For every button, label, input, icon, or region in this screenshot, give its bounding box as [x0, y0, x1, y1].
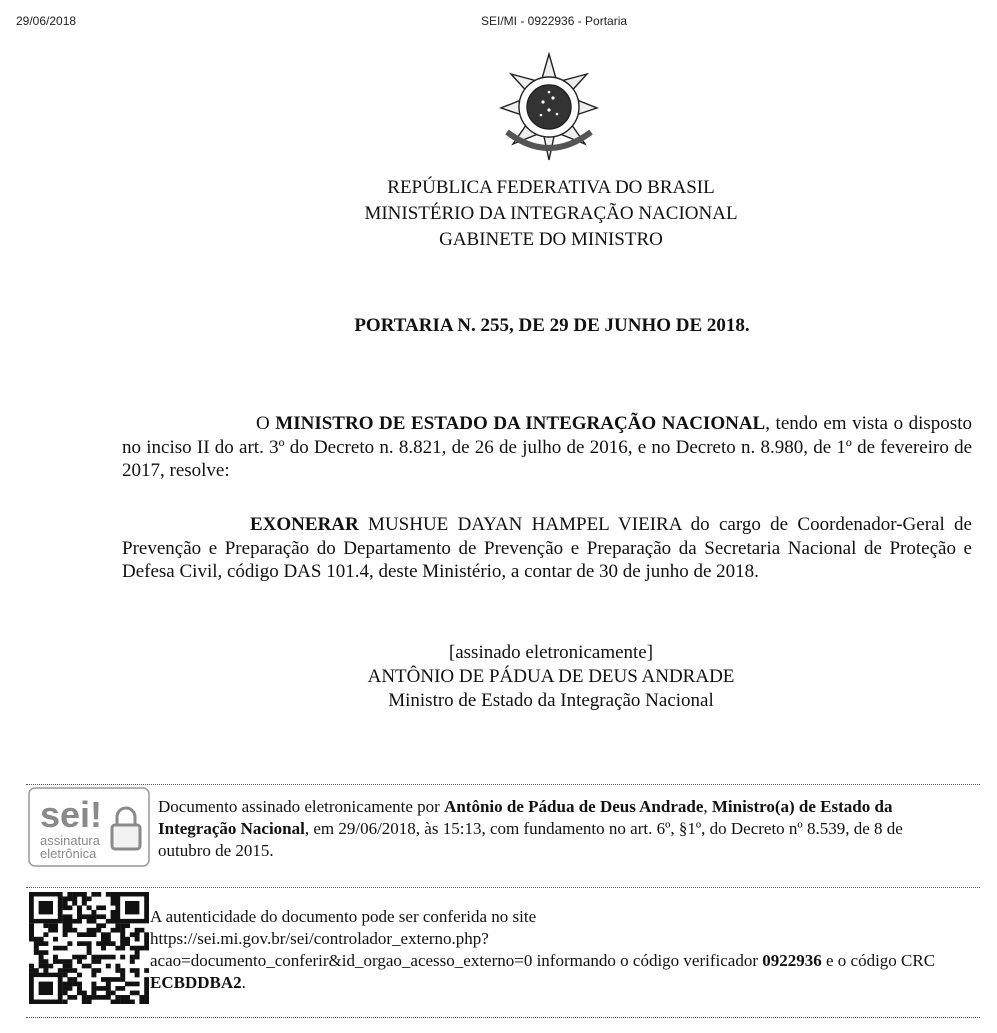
electronic-signature-note — [158, 796, 958, 862]
paragraph-preamble — [122, 412, 972, 483]
verification-code: 0922936 — [762, 951, 822, 970]
divider — [26, 784, 980, 785]
org-republic: REPÚBLICA FEDERATIVA DO BRASIL — [387, 177, 715, 198]
signature-name: ANTÔNIO DE PÁDUA DE DEUS ANDRADE — [367, 666, 735, 687]
paragraph-resolution — [122, 513, 972, 584]
sei-t1: Documento assinado eletronicamente por — [158, 797, 445, 816]
resolution-rest: MUSHUE DAYAN HAMPEL VIEIRA do cargo de Coordenador-Geral de Prevenção e Preparação do Departamento de Prevenção e Preparação da Secretaria Nacional de Proteção e Defesa Civil, código DAS 101.4, deste Ministério, a contar de 30 de junho de 2018. — [122, 514, 972, 582]
verify-t2: acao=documento_conferir&id_orgao_acesso_externo=0 informando o código verificador — [150, 951, 763, 970]
org-cabinet: GABINETE DO MINISTRO — [439, 229, 663, 250]
verify-url: https://sei.mi.gov.br/sei/controlador_externo.php? — [150, 929, 489, 948]
coat-of-arms-icon — [497, 52, 601, 164]
verify-line1: A autenticidade do documento pode ser conferida no site — [150, 907, 537, 926]
preamble-bold: MINISTRO DE ESTADO DA INTEGRAÇÃO NACIONAL — [275, 413, 766, 434]
lock-icon — [112, 808, 140, 849]
verify-t4: . — [241, 973, 246, 992]
authenticity-note — [150, 906, 980, 994]
org-heading — [0, 175, 997, 253]
divider — [26, 1017, 980, 1018]
resolution-bold: EXONERAR — [250, 514, 359, 535]
sei-logo-line1: assinatura — [40, 833, 100, 848]
sei-signer: Antônio de Pádua de Deus Andrade — [444, 797, 704, 816]
sei-signature-logo-icon — [28, 787, 150, 867]
sei-t3: , em 29/06/2018, às 15:13, com fundamento no art. 6º, §1º, do Decreto nº 8.539, de 8 de outubro de 2015. — [158, 819, 903, 860]
sei-role: Ministro(a) de Estado da Integração Nacional — [158, 797, 893, 838]
preamble-lead: O — [256, 413, 276, 434]
verify-line3 — [150, 950, 980, 994]
verify-t3: e o código CRC — [821, 951, 936, 970]
print-date: 29/06/2018 — [16, 14, 77, 28]
divider — [26, 887, 980, 888]
preamble-rest: , tendo em vista o disposto no inciso II do art. 3º do Decreto n. 8.821, de 26 de julho de 2016, e no Decreto n. 8.980, de 1º de fevereiro de 2017, resolve: — [122, 413, 972, 481]
sei-t2: , — [703, 797, 712, 816]
org-ministry: MINISTÉRIO DA INTEGRAÇÃO NACIONAL — [364, 203, 738, 224]
signature-note: [assinado eletronicamente] — [448, 642, 654, 663]
sei-logo-word: sei! — [40, 794, 103, 835]
signature-role: Ministro de Estado da Integração Nacional — [388, 690, 714, 711]
sei-logo-line2: eletrônica — [40, 846, 97, 861]
signature-block — [0, 641, 997, 713]
crc-code: ECBDDBA2 — [150, 973, 242, 992]
document-title: PORTARIA N. 255, DE 29 DE JUNHO DE 2018. — [354, 315, 750, 336]
print-title: SEI/MI - 0922936 - Portaria — [481, 14, 628, 28]
qr-code-icon — [29, 892, 149, 1004]
